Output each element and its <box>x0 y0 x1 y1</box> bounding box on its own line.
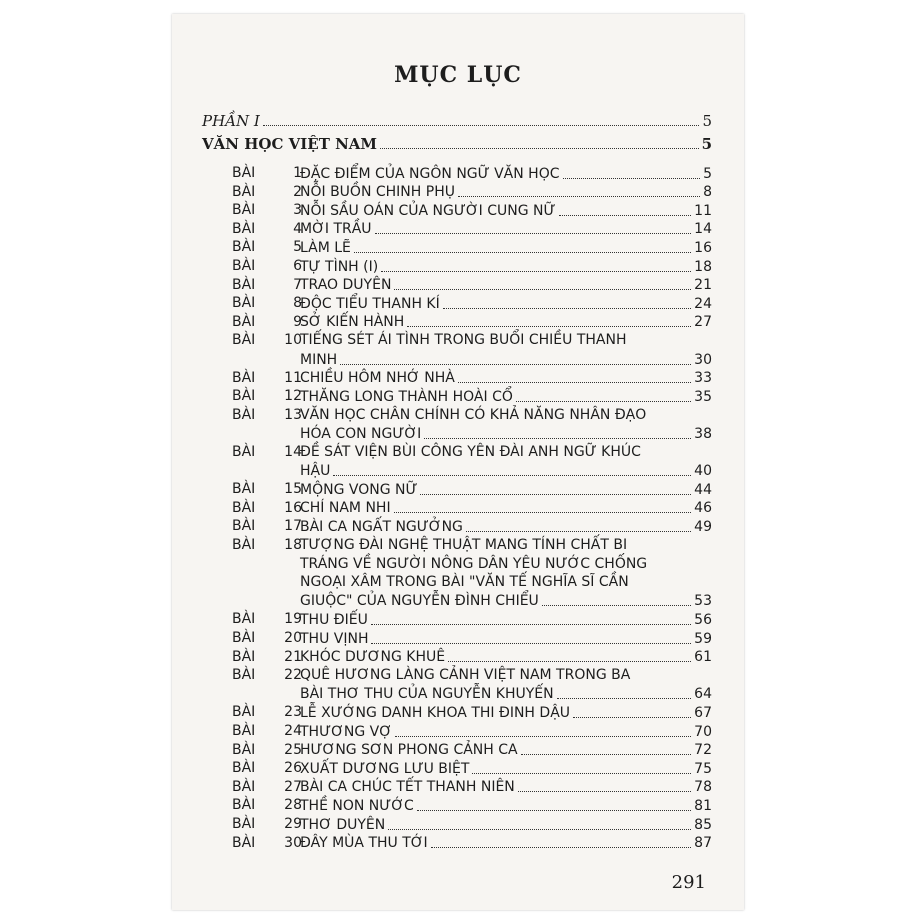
leader-dots <box>417 810 691 811</box>
page-ref: 27 <box>694 314 712 331</box>
lesson-prefix: BÀI <box>232 834 256 851</box>
lesson-prefix: BÀI <box>232 295 256 312</box>
lesson-number: 24 <box>284 723 302 739</box>
lesson-title-line: LỄ XƯỚNG DANH KHOA THI ĐINH DẬU <box>300 704 571 721</box>
lesson-title <box>300 294 712 313</box>
lesson-prefix: BÀI <box>232 165 256 181</box>
lesson-prefix: BÀI <box>232 444 256 460</box>
lesson-prefix: BÀI <box>232 723 256 739</box>
leader-dots <box>472 773 691 774</box>
page-ref: 61 <box>694 649 712 666</box>
lesson-title <box>300 164 712 183</box>
lesson-number: 21 <box>284 648 302 665</box>
lesson-title <box>300 499 712 518</box>
lesson-title <box>300 480 712 499</box>
lesson-title <box>300 629 712 648</box>
leader-dots <box>420 494 691 495</box>
lesson-prefix: BÀI <box>232 704 256 721</box>
lesson-prefix: BÀI <box>232 183 256 200</box>
toc-lesson-row <box>172 778 744 797</box>
leader-dots <box>395 736 691 737</box>
toc-lesson-row <box>172 480 744 499</box>
page-ref: 38 <box>694 425 712 442</box>
lesson-title-line: TIẾNG SÉT ÁI TÌNH TRONG BUỔI CHIỀU THANH <box>300 332 627 349</box>
leader-dots <box>458 382 691 383</box>
leader-dots <box>371 624 691 625</box>
page-ref: 59 <box>694 630 712 647</box>
lesson-number: 10 <box>284 332 302 349</box>
leader-dots <box>431 847 691 848</box>
lesson-title <box>300 443 712 480</box>
page-ref: 67 <box>694 704 712 721</box>
leader-dots <box>375 233 692 234</box>
lesson-title <box>300 741 712 760</box>
lesson-prefix: BÀI <box>232 816 256 832</box>
lesson-title-line: LÀM LẼ <box>300 239 351 256</box>
toc-lesson-row <box>172 741 744 760</box>
toc-lesson-row <box>172 276 744 295</box>
lesson-prefix: BÀI <box>232 667 256 684</box>
lesson-number: 2 <box>293 183 302 200</box>
leader-dots <box>557 698 692 699</box>
lesson-prefix: BÀI <box>232 258 256 274</box>
lesson-title-line: BÀI CA CHÚC TẾT THANH NIÊN <box>300 779 515 796</box>
lesson-title-line: TRAO DUYÊN <box>300 277 392 294</box>
toc-lesson-row <box>172 499 744 518</box>
page-ref: 8 <box>703 184 712 201</box>
page-ref: 56 <box>694 611 712 628</box>
lesson-number: 11 <box>284 369 302 386</box>
lesson-title <box>300 610 712 629</box>
leader-dots <box>340 364 691 365</box>
lesson-prefix: BÀI <box>232 611 256 628</box>
toc-lesson-row <box>172 666 744 703</box>
leader-dots <box>542 605 691 606</box>
toc-lesson-row <box>172 238 744 257</box>
lesson-title-line: SỞ KIẾN HÀNH <box>300 314 405 331</box>
lesson-title-line: CHIỀU HÔM NHỚ NHÀ <box>300 370 455 387</box>
lesson-title-line: THỀ NON NƯỚC <box>300 797 414 814</box>
lesson-title <box>300 834 712 853</box>
toc-lesson-row <box>172 406 744 443</box>
lesson-number: 3 <box>293 202 302 219</box>
lesson-title-line: HÓA CON NGƯỜI <box>300 425 422 442</box>
page-ref: 5 <box>702 112 712 130</box>
lesson-title-line: TƯỢNG ĐÀI NGHỆ THUẬT MANG TÍNH CHẤT BI <box>300 537 628 553</box>
lesson-prefix: BÀI <box>232 276 256 293</box>
lesson-title-line: TRÁNG VỀ NGƯỜI NÔNG DÂN YÊU NƯỚC CHỐNG <box>300 555 648 572</box>
page-ref: 35 <box>694 388 712 405</box>
toc-lesson-row <box>172 796 744 815</box>
leader-dots <box>521 754 692 755</box>
toc-lesson-row <box>172 201 744 220</box>
leader-dots <box>458 196 700 197</box>
leader-dots <box>381 271 691 272</box>
lesson-title-line: CHÍ NAM NHI <box>300 500 391 517</box>
toc-lesson-row <box>172 648 744 667</box>
page-ref: 70 <box>694 723 712 740</box>
toc-lesson-row <box>172 313 744 332</box>
page-ref: 24 <box>694 295 712 312</box>
page-ref: 11 <box>694 202 712 219</box>
page-ref: 44 <box>694 481 712 498</box>
lesson-number: 29 <box>284 816 302 832</box>
lesson-title-line: ĐỘC TIỂU THANH KÍ <box>300 295 440 312</box>
page-number: 291 <box>671 872 706 893</box>
lesson-title <box>300 238 712 257</box>
lesson-number: 17 <box>284 518 302 535</box>
lesson-title-line: GIUỘC" CỦA NGUYỄN ĐÌNH CHIỂU <box>300 593 539 610</box>
lesson-number: 15 <box>284 481 302 498</box>
toc-lesson-row <box>172 722 744 741</box>
lesson-number: 19 <box>284 611 302 628</box>
leader-dots <box>394 289 691 290</box>
lesson-title <box>300 276 712 295</box>
toc-lesson-row <box>172 815 744 834</box>
lesson-title-line: THĂNG LONG THÀNH HOÀI CỔ <box>300 388 513 405</box>
toc-lesson-row <box>172 610 744 629</box>
leader-dots <box>388 829 691 830</box>
lesson-title <box>300 796 712 815</box>
lesson-title-line: NỖI BUỒN CHINH PHỤ <box>300 184 455 201</box>
page-ref: 46 <box>694 500 712 517</box>
toc-lesson-row <box>172 443 744 480</box>
lesson-number: 6 <box>293 258 302 274</box>
lesson-number: 5 <box>293 239 302 256</box>
page-ref: 5 <box>703 165 712 182</box>
page-ref: 18 <box>694 258 712 275</box>
lesson-number: 18 <box>284 537 302 553</box>
lesson-number: 30 <box>284 834 302 851</box>
lesson-prefix: BÀI <box>232 481 256 498</box>
lesson-prefix: BÀI <box>232 499 256 516</box>
page-ref: 78 <box>694 779 712 796</box>
lesson-title-line: XUẤT DƯƠNG LƯU BIỆT <box>300 760 470 777</box>
toc-lesson-row <box>172 536 744 610</box>
lesson-prefix: BÀI <box>232 220 256 237</box>
lesson-title-line: ĐẶC ĐIỂM CỦA NGÔN NGỮ VĂN HỌC <box>300 165 560 182</box>
lesson-number: 16 <box>284 499 302 516</box>
page-title: MỤC LỤC <box>394 62 522 88</box>
toc-lesson-row <box>172 703 744 722</box>
lesson-title <box>300 257 712 276</box>
lesson-prefix: BÀI <box>232 239 256 256</box>
page-ref: 72 <box>694 742 712 759</box>
page-ref: 5 <box>701 135 712 153</box>
lesson-title <box>300 759 712 778</box>
part-label: PHẦN I <box>202 112 260 130</box>
leader-dots <box>354 252 691 253</box>
lesson-title <box>300 220 712 239</box>
leader-dots <box>380 148 699 149</box>
lesson-title-line: ĐÂY MÙA THU TỚI <box>300 835 428 852</box>
leader-dots <box>563 178 701 179</box>
page-ref: 33 <box>694 370 712 387</box>
lesson-number: 7 <box>293 276 302 293</box>
lesson-title-line: ĐỀ SÁT VIỆN BÙI CÔNG YÊN ĐÀI ANH NGỮ KHÚC <box>300 444 641 460</box>
lesson-prefix: BÀI <box>232 648 256 665</box>
lesson-title <box>300 778 712 797</box>
toc-lesson-row <box>172 759 744 778</box>
leader-dots <box>448 661 691 662</box>
toc-lesson-row <box>172 294 744 313</box>
lesson-title-line: TỰ TÌNH (I) <box>300 258 379 275</box>
lesson-title-line: THU VỊNH <box>300 630 369 647</box>
lesson-number: 26 <box>284 760 302 777</box>
lesson-title <box>300 722 712 741</box>
lesson-number: 22 <box>284 667 302 684</box>
toc-lesson-row <box>172 517 744 536</box>
leader-dots <box>559 215 692 216</box>
lesson-number: 13 <box>284 406 302 423</box>
page-ref: 53 <box>694 593 712 610</box>
lesson-prefix: BÀI <box>232 778 256 795</box>
toc-lesson-row <box>172 834 744 853</box>
lesson-prefix: BÀI <box>232 332 256 349</box>
page-ref: 49 <box>694 518 712 535</box>
book-page <box>172 14 744 910</box>
lesson-title <box>300 369 712 388</box>
lesson-title-line: HẬU <box>300 463 331 480</box>
page-ref: 30 <box>694 351 712 368</box>
lesson-title <box>300 815 712 834</box>
lesson-title-line: MINH <box>300 351 338 368</box>
toc-lesson-row <box>172 183 744 202</box>
toc-part-row <box>202 112 712 130</box>
leader-dots <box>516 401 691 402</box>
toc-lesson-row <box>172 331 744 368</box>
page-ref: 81 <box>694 797 712 814</box>
lesson-title <box>300 313 712 332</box>
lesson-number: 14 <box>284 444 302 460</box>
lesson-title-line: THƠ DUYÊN <box>300 816 386 833</box>
lesson-prefix: BÀI <box>232 741 256 758</box>
lesson-title-line: HƯƠNG SƠN PHONG CẢNH CA <box>300 742 518 759</box>
lesson-prefix: BÀI <box>232 760 256 777</box>
lesson-prefix: BÀI <box>232 369 256 386</box>
leader-dots <box>371 643 691 644</box>
leader-dots <box>518 791 691 792</box>
leader-dots <box>333 475 691 476</box>
toc-section-row <box>202 135 712 153</box>
lesson-title <box>300 517 712 536</box>
lesson-prefix: BÀI <box>232 537 256 553</box>
lesson-prefix: BÀI <box>232 406 256 423</box>
lesson-prefix: BÀI <box>232 202 256 219</box>
toc-lesson-row <box>172 629 744 648</box>
lesson-number: 1 <box>293 165 302 181</box>
lesson-number: 4 <box>293 220 302 237</box>
section-label: VĂN HỌC VIỆT NAM <box>202 135 378 153</box>
page-ref: 87 <box>694 835 712 852</box>
page-ref: 16 <box>694 239 712 256</box>
lesson-title <box>300 406 712 443</box>
lesson-number: 9 <box>293 313 302 330</box>
lesson-number: 23 <box>284 704 302 721</box>
toc-lesson-row <box>172 257 744 276</box>
lesson-title <box>300 703 712 722</box>
toc-lesson-row <box>172 220 744 239</box>
lesson-title <box>300 648 712 667</box>
lesson-title-line: BÀI CA NGẤT NGƯỞNG <box>300 518 463 535</box>
lesson-prefix: BÀI <box>232 388 256 405</box>
page-ref: 85 <box>694 816 712 833</box>
toc-lesson-row <box>172 369 744 388</box>
lesson-title-line: MỜI TRẦU <box>300 221 372 238</box>
lesson-title <box>300 666 712 703</box>
lesson-number: 28 <box>284 797 302 814</box>
page-ref: 14 <box>694 221 712 238</box>
lesson-title-line: KHÓC DƯƠNG KHUÊ <box>300 649 446 666</box>
lesson-number: 12 <box>284 388 302 405</box>
page-ref: 75 <box>694 760 712 777</box>
page-ref: 21 <box>694 277 712 294</box>
page-ref: 40 <box>694 463 712 480</box>
lesson-number: 27 <box>284 778 302 795</box>
lesson-title-line: MỘNG VONG NỮ <box>300 481 418 498</box>
lesson-prefix: BÀI <box>232 518 256 535</box>
leader-dots <box>394 512 692 513</box>
lesson-number: 8 <box>293 295 302 312</box>
toc-lesson-row <box>172 387 744 406</box>
leader-dots <box>443 308 691 309</box>
toc-lesson-row <box>172 164 744 183</box>
lesson-title-line: NGOẠI XÂM TRONG BÀI "VĂN TẾ NGHĨA SĨ CẦN <box>300 574 629 591</box>
leader-dots <box>407 326 691 327</box>
lesson-prefix: BÀI <box>232 797 256 814</box>
lesson-title-line: THƯƠNG VỢ <box>300 723 393 740</box>
leader-dots <box>466 531 691 532</box>
leader-dots <box>573 717 691 718</box>
lesson-number: 25 <box>284 741 302 758</box>
lesson-title <box>300 201 712 220</box>
lesson-title-line: BÀI THƠ THU CỦA NGUYỄN KHUYẾN <box>300 686 554 703</box>
lesson-prefix: BÀI <box>232 313 256 330</box>
page-ref: 64 <box>694 686 712 703</box>
lesson-title-line: THU ĐIẾU <box>300 611 368 628</box>
lesson-title <box>300 387 712 406</box>
lesson-title <box>300 331 712 368</box>
lesson-title <box>300 183 712 202</box>
leader-dots <box>424 438 691 439</box>
lesson-title-line: QUÊ HƯƠNG LÀNG CẢNH VIỆT NAM TRONG BA <box>300 667 631 684</box>
lesson-title-line: NỖI SẦU OÁN CỦA NGƯỜI CUNG NỮ <box>300 202 556 219</box>
lesson-title-line: VĂN HỌC CHÂN CHÍNH CÓ KHẢ NĂNG NHÂN ĐẠO <box>300 406 647 423</box>
lesson-number: 20 <box>284 630 302 646</box>
leader-dots <box>263 125 700 126</box>
lesson-title <box>300 536 712 610</box>
lesson-prefix: BÀI <box>232 630 256 646</box>
